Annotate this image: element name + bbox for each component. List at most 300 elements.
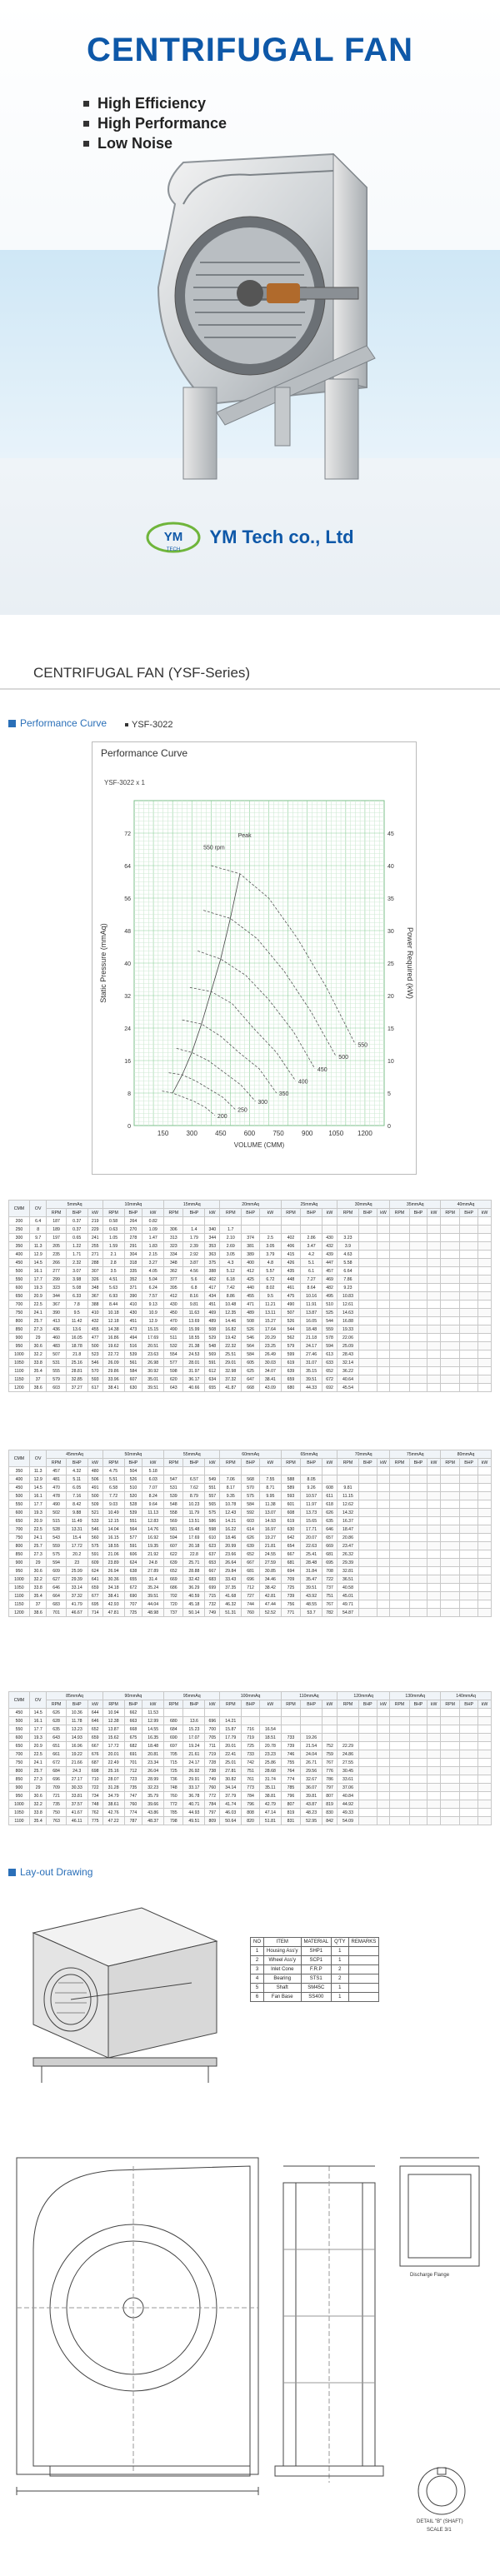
table-cell: 32.23 (142, 1784, 164, 1792)
table-cell (390, 1217, 409, 1226)
table-cell: 23.23 (259, 1750, 281, 1759)
table-cell (390, 1725, 409, 1734)
table-cell (460, 1325, 478, 1334)
rpm-curve-label: 450 (317, 1066, 328, 1073)
table-cell: 34.79 (102, 1792, 124, 1800)
table-cell: 475 (281, 1292, 300, 1300)
bullet-icon (83, 101, 89, 107)
table-cell: 0.65 (66, 1234, 88, 1242)
table-cell: 11.79 (183, 1509, 205, 1517)
table-cell: 667 (88, 1742, 102, 1750)
table-cell (377, 1550, 390, 1559)
table-cell (478, 1784, 491, 1792)
table-cell (377, 1775, 390, 1784)
table-cell: 24.04 (301, 1750, 322, 1759)
table-cell (377, 1384, 390, 1392)
parts-cell: 6 (251, 1993, 264, 2002)
table-cell (281, 1717, 300, 1725)
table-row (9, 1384, 492, 1392)
table-cell (460, 1226, 478, 1234)
table-cell (301, 1717, 322, 1725)
table-cell: 1150 (9, 1375, 30, 1384)
table-cell (428, 1342, 441, 1350)
table-cell: 20.29 (259, 1334, 281, 1342)
table-cell (441, 1475, 460, 1484)
table-cell (441, 1750, 460, 1759)
table-cell: 14.5 (29, 1259, 47, 1267)
table-cell (478, 1292, 491, 1300)
table-cell: 415 (281, 1251, 300, 1259)
table-cell: 3.05 (259, 1242, 281, 1251)
table-cell (460, 1567, 478, 1575)
table-cell: 546 (88, 1525, 102, 1534)
table-cell (441, 1767, 460, 1775)
table-cell: 720 (164, 1600, 183, 1609)
table-cell: 32.98 (220, 1367, 242, 1375)
table-cell (409, 1267, 428, 1276)
table-cell: 635 (47, 1725, 66, 1734)
table-cell: 511 (164, 1334, 183, 1342)
y2-tick-label: 40 (388, 864, 394, 870)
table-header-row (9, 1450, 492, 1459)
table-cell: 11.15 (337, 1492, 358, 1500)
svg-text:TECH: TECH (167, 547, 181, 552)
table-cell: 25.71 (183, 1559, 205, 1567)
table-cell (441, 1350, 460, 1359)
table-cell (460, 1467, 478, 1475)
table-cell: 350 (9, 1242, 30, 1251)
table-cell (460, 1217, 478, 1226)
table-cell: 728 (205, 1759, 220, 1767)
table-cell: 432 (322, 1242, 338, 1251)
table-cell: 686 (164, 1584, 183, 1592)
parts-cell: SM45C (301, 1984, 332, 1993)
table-cell: 17.69 (142, 1334, 164, 1342)
table-cell: 16.86 (102, 1334, 124, 1342)
table-cell (409, 1325, 428, 1334)
table-cell: 27.17 (66, 1775, 88, 1784)
table-cell (428, 1734, 441, 1742)
table-cell (358, 1309, 377, 1317)
table-row (9, 1284, 492, 1292)
table-cell: 197 (47, 1234, 66, 1242)
table-cell: 16.15 (102, 1534, 124, 1542)
table-cell: 17.64 (259, 1325, 281, 1334)
table-cell: 850 (9, 1775, 30, 1784)
table-header-cell: 35mmAq (390, 1201, 441, 1209)
table-cell: 900 (9, 1559, 30, 1567)
table-cell: 539 (124, 1509, 142, 1517)
table-cell (377, 1584, 390, 1592)
table-cell: 46.67 (66, 1609, 88, 1617)
table-cell (358, 1550, 377, 1559)
table-cell: 48.37 (142, 1817, 164, 1825)
table-cell (441, 1367, 460, 1375)
table-row (9, 1784, 492, 1792)
table-cell: 30.6 (29, 1792, 47, 1800)
table-cell: 796 (242, 1800, 260, 1809)
table-subheader-row (9, 1209, 492, 1217)
table-cell: 477 (88, 1334, 102, 1342)
table-cell: 14.46 (220, 1317, 242, 1325)
table-cell: 187 (47, 1217, 66, 1226)
table-cell (358, 1525, 377, 1534)
table-cell: 457 (47, 1467, 66, 1475)
table-cell: 17.69 (183, 1534, 205, 1542)
table-cell: 6.03 (142, 1475, 164, 1484)
table-cell: 28.88 (183, 1567, 205, 1575)
table-cell: 719 (242, 1734, 260, 1742)
table-cell: 12.9 (29, 1251, 47, 1259)
table-cell: 26.94 (102, 1567, 124, 1575)
table-cell: 607 (164, 1542, 183, 1550)
table-cell: 13.69 (183, 1317, 205, 1325)
table-cell: 504 (124, 1467, 142, 1475)
parts-cell: 3 (251, 1965, 264, 1974)
table-row (9, 1300, 492, 1309)
table-cell: 4.8 (259, 1259, 281, 1267)
table-cell: 266 (47, 1259, 66, 1267)
table-cell: 4.51 (102, 1276, 124, 1284)
table-cell: 25.51 (220, 1350, 242, 1359)
table-cell: 470 (47, 1484, 66, 1492)
table-subheader-cell: kW (377, 1459, 390, 1467)
table-cell: 633 (322, 1359, 338, 1367)
table-cell (478, 1542, 491, 1550)
table-row (9, 1251, 492, 1259)
table-cell (409, 1775, 428, 1784)
table-cell (460, 1517, 478, 1525)
table-cell: 300 (9, 1234, 30, 1242)
table-cell: 447 (322, 1259, 338, 1267)
table-cell: 796 (281, 1792, 300, 1800)
table-cell: 16.35 (142, 1734, 164, 1742)
table-subheader-cell: RPM (337, 1700, 358, 1709)
table-row (9, 1550, 492, 1559)
table-cell: 760 (164, 1792, 183, 1800)
table-cell: 725 (164, 1767, 183, 1775)
rpm-curve-label: 550 (358, 1042, 368, 1049)
table-subheader-cell: BHP (409, 1209, 428, 1217)
y-tick-label: 48 (124, 929, 131, 935)
table-cell: 24.55 (259, 1550, 281, 1559)
y2-tick-label: 25 (388, 961, 394, 967)
table-cell: 622 (164, 1550, 183, 1559)
discharge-flange-label: Discharge Flange (410, 2273, 450, 2278)
table-cell: 19.26 (301, 1734, 322, 1742)
parts-cell: 1 (332, 1947, 348, 1956)
table-cell: 708 (322, 1567, 338, 1575)
table-cell: 722 (88, 1784, 102, 1792)
table-row (9, 1734, 492, 1742)
table-cell: 682 (124, 1742, 142, 1750)
table-cell (358, 1567, 377, 1575)
table-cell (377, 1217, 390, 1226)
table-cell (390, 1775, 409, 1784)
table-cell (460, 1300, 478, 1309)
table-subheader-cell: BHP (183, 1209, 205, 1217)
table-cell: 241 (88, 1234, 102, 1242)
table-cell (428, 1251, 441, 1259)
table-cell: 48.98 (142, 1609, 164, 1617)
table-row (9, 1767, 492, 1775)
table-cell: 531 (47, 1359, 66, 1367)
table-subheader-cell: kW (142, 1700, 164, 1709)
table-cell: 22.41 (220, 1750, 242, 1759)
table-cell (390, 1367, 409, 1375)
table-cell (377, 1575, 390, 1584)
table-cell (441, 1259, 460, 1267)
table-cell: 14.76 (142, 1525, 164, 1534)
table-cell: 570 (88, 1367, 102, 1375)
table-cell: 1100 (9, 1817, 30, 1825)
table-cell: 2.32 (66, 1259, 88, 1267)
parts-header-cell: MATERIAL (301, 1938, 332, 1947)
table-cell (358, 1517, 377, 1525)
table-cell (358, 1792, 377, 1800)
table-header-cell: 110mmAq (281, 1692, 337, 1700)
table-cell: 19.3 (29, 1284, 47, 1292)
table-row (9, 1792, 492, 1800)
table-cell: 33.17 (183, 1784, 205, 1792)
table-cell: 744 (242, 1600, 260, 1609)
table-cell: 448 (281, 1276, 300, 1284)
rpm-curve-label: 500 (338, 1055, 348, 1061)
table-cell (390, 1251, 409, 1259)
table-cell: 11.3 (29, 1242, 47, 1251)
table-cell: 609 (47, 1567, 66, 1575)
table-cell: 507 (47, 1350, 66, 1359)
table-cell (460, 1742, 478, 1750)
table-cell: 344 (47, 1292, 66, 1300)
table-cell: 13.6 (66, 1325, 88, 1334)
table-cell: 639 (164, 1559, 183, 1567)
table-cell: 603 (242, 1517, 260, 1525)
table-cell (409, 1759, 428, 1767)
x-tick-label: 900 (302, 1130, 313, 1137)
table-cell: 661 (47, 1750, 66, 1759)
table-cell: 20.9 (29, 1742, 47, 1750)
parts-cell: 2 (332, 1965, 348, 1974)
table-cell: 17.72 (66, 1542, 88, 1550)
table-cell: 7.72 (102, 1492, 124, 1500)
table-header-cell: 25mmAq (281, 1201, 337, 1209)
table-cell (441, 1542, 460, 1550)
table-cell: 785 (281, 1784, 300, 1792)
table-cell (409, 1375, 428, 1384)
table-cell (460, 1500, 478, 1509)
table-cell: 388 (88, 1300, 102, 1309)
table-cell: 767 (322, 1759, 338, 1767)
table-cell (390, 1292, 409, 1300)
table-cell: 8.42 (66, 1500, 88, 1509)
table-cell: 1200 (9, 1384, 30, 1392)
table-cell (478, 1251, 491, 1259)
table-cell: 608 (281, 1509, 300, 1517)
table-cell: 13.51 (183, 1517, 205, 1525)
table-cell (377, 1492, 390, 1500)
table-cell (390, 1509, 409, 1517)
table-cell (390, 1809, 409, 1817)
table-cell: 1.71 (66, 1251, 88, 1259)
table-cell: 525 (322, 1309, 338, 1317)
table-row (9, 1325, 492, 1334)
table-cell: 14.55 (142, 1725, 164, 1734)
table-cell (428, 1325, 441, 1334)
table-cell: 0.37 (66, 1226, 88, 1234)
table-cell: 455 (88, 1325, 102, 1334)
table-cell: 39.66 (142, 1800, 164, 1809)
table-cell: 450 (164, 1309, 183, 1317)
table-subheader-cell: BHP (301, 1700, 322, 1709)
table-cell: 711 (205, 1742, 220, 1750)
x-tick-label: 300 (186, 1130, 198, 1137)
table-cell: 850 (9, 1550, 30, 1559)
table-cell: 35.47 (301, 1575, 322, 1584)
table-cell (441, 1384, 460, 1392)
table-cell: 28.81 (66, 1367, 88, 1375)
table-cell (358, 1317, 377, 1325)
table-cell: 15.15 (142, 1325, 164, 1334)
table-cell (478, 1734, 491, 1742)
parts-cell: SCP1 (301, 1956, 332, 1965)
table-cell: 800 (9, 1767, 30, 1775)
table-cell: 25.7 (29, 1767, 47, 1775)
table-cell: 12.62 (337, 1500, 358, 1509)
table-cell (377, 1334, 390, 1342)
table-cell: 738 (205, 1767, 220, 1775)
table-cell: 5.18 (142, 1467, 164, 1475)
table-cell (390, 1467, 409, 1475)
parts-row (251, 1974, 379, 1984)
table-cell (460, 1542, 478, 1550)
table-cell (441, 1534, 460, 1542)
table-cell: 549 (205, 1475, 220, 1484)
table-cell: 39.51 (142, 1592, 164, 1600)
table-cell: 32.81 (337, 1567, 358, 1575)
isometric-fan-drawing (33, 1908, 217, 2083)
parts-cell (348, 1965, 379, 1974)
table-cell: 532 (164, 1342, 183, 1350)
table-cell: 735 (47, 1800, 66, 1809)
table-cell: 33.61 (337, 1775, 358, 1784)
table-subheader-cell: BHP (460, 1209, 478, 1217)
table-header-cell: 80mmAq (441, 1450, 492, 1459)
table-cell: 23.25 (259, 1342, 281, 1350)
table-cell (460, 1709, 478, 1717)
table-cell: 17.7 (29, 1276, 47, 1284)
table-cell (377, 1367, 390, 1375)
table-cell (390, 1559, 409, 1567)
table-row (9, 1509, 492, 1517)
table-cell: 7.07 (142, 1484, 164, 1492)
table-row (9, 1809, 492, 1817)
table-cell: 774 (281, 1775, 300, 1784)
table-subheader-cell: RPM (164, 1209, 183, 1217)
table-cell: 584 (242, 1500, 260, 1509)
table-cell: 830 (322, 1809, 338, 1817)
table-cell: 586 (205, 1517, 220, 1525)
table-header-cell: 10mmAq (102, 1201, 164, 1209)
table-cell: 340 (205, 1226, 220, 1234)
rpm-curve-label: 300 (258, 1099, 268, 1106)
hero-banner (0, 0, 500, 615)
table-cell: 33.8 (29, 1584, 47, 1592)
table-cell: 14.93 (259, 1517, 281, 1525)
table-cell: 30.36 (102, 1575, 124, 1584)
table-cell: 23.63 (142, 1350, 164, 1359)
parts-row (251, 1993, 379, 2002)
table-header-cell: 15mmAq (164, 1201, 220, 1209)
table-cell (409, 1384, 428, 1392)
table-cell: 3.87 (183, 1259, 205, 1267)
table-cell: 613 (322, 1350, 338, 1359)
table-cell: 39.81 (301, 1792, 322, 1800)
table-cell (460, 1734, 478, 1742)
table-cell: 17.7 (29, 1500, 47, 1509)
table-cell: 12.99 (142, 1717, 164, 1725)
table-cell: 800 (9, 1317, 30, 1325)
table-cell (428, 1592, 441, 1600)
rpm-curve-label: 200 (217, 1113, 228, 1120)
table-subheader-cell: RPM (337, 1459, 358, 1467)
table-cell: 681 (242, 1567, 260, 1575)
table-cell: 705 (164, 1750, 183, 1759)
table-cell: 22.49 (102, 1759, 124, 1767)
table-cell: 584 (242, 1350, 260, 1359)
table-cell: 3.9 (337, 1242, 358, 1251)
table-cell: 9.26 (301, 1484, 322, 1492)
table-cell: 691 (124, 1750, 142, 1759)
x-tick-label: 450 (215, 1130, 227, 1137)
table-cell: 772 (205, 1792, 220, 1800)
table-cell: 35.15 (301, 1367, 322, 1375)
table-cell: 450 (9, 1259, 30, 1267)
table-cell (441, 1792, 460, 1800)
table-cell (428, 1367, 441, 1375)
table-cell: 2.69 (220, 1242, 242, 1251)
table-cell: 807 (281, 1800, 300, 1809)
table-cell: 10.57 (301, 1492, 322, 1500)
table-cell: 26.49 (259, 1350, 281, 1359)
table-cell: 29.91 (183, 1775, 205, 1784)
layout-drawing-heading: Lay-out Drawing (8, 1866, 92, 1878)
table-cell: 10.9 (142, 1309, 164, 1317)
table-cell: 189 (47, 1226, 66, 1234)
table-subheader-cell: BHP (358, 1700, 377, 1709)
table-cell (409, 1251, 428, 1259)
table-cell: 8.86 (220, 1292, 242, 1300)
table-cell: 51.31 (220, 1609, 242, 1617)
table-cell: 43.92 (301, 1592, 322, 1600)
table-cell: 637 (205, 1550, 220, 1559)
table-cell: 624 (88, 1567, 102, 1575)
table-cell: 1.79 (183, 1234, 205, 1242)
table-row (9, 1267, 492, 1276)
table-cell (390, 1300, 409, 1309)
table-cell: 659 (88, 1584, 102, 1592)
table-cell: 680 (281, 1384, 300, 1392)
parts-cell: 1 (251, 1947, 264, 1956)
table-cell: 6.64 (337, 1267, 358, 1276)
table-cell: 609 (88, 1559, 102, 1567)
table-cell (358, 1342, 377, 1350)
table-cell: 2.86 (301, 1234, 322, 1242)
table-cell (377, 1725, 390, 1734)
table-cell (478, 1342, 491, 1350)
table-cell: 277 (47, 1267, 66, 1276)
table-cell (377, 1525, 390, 1534)
